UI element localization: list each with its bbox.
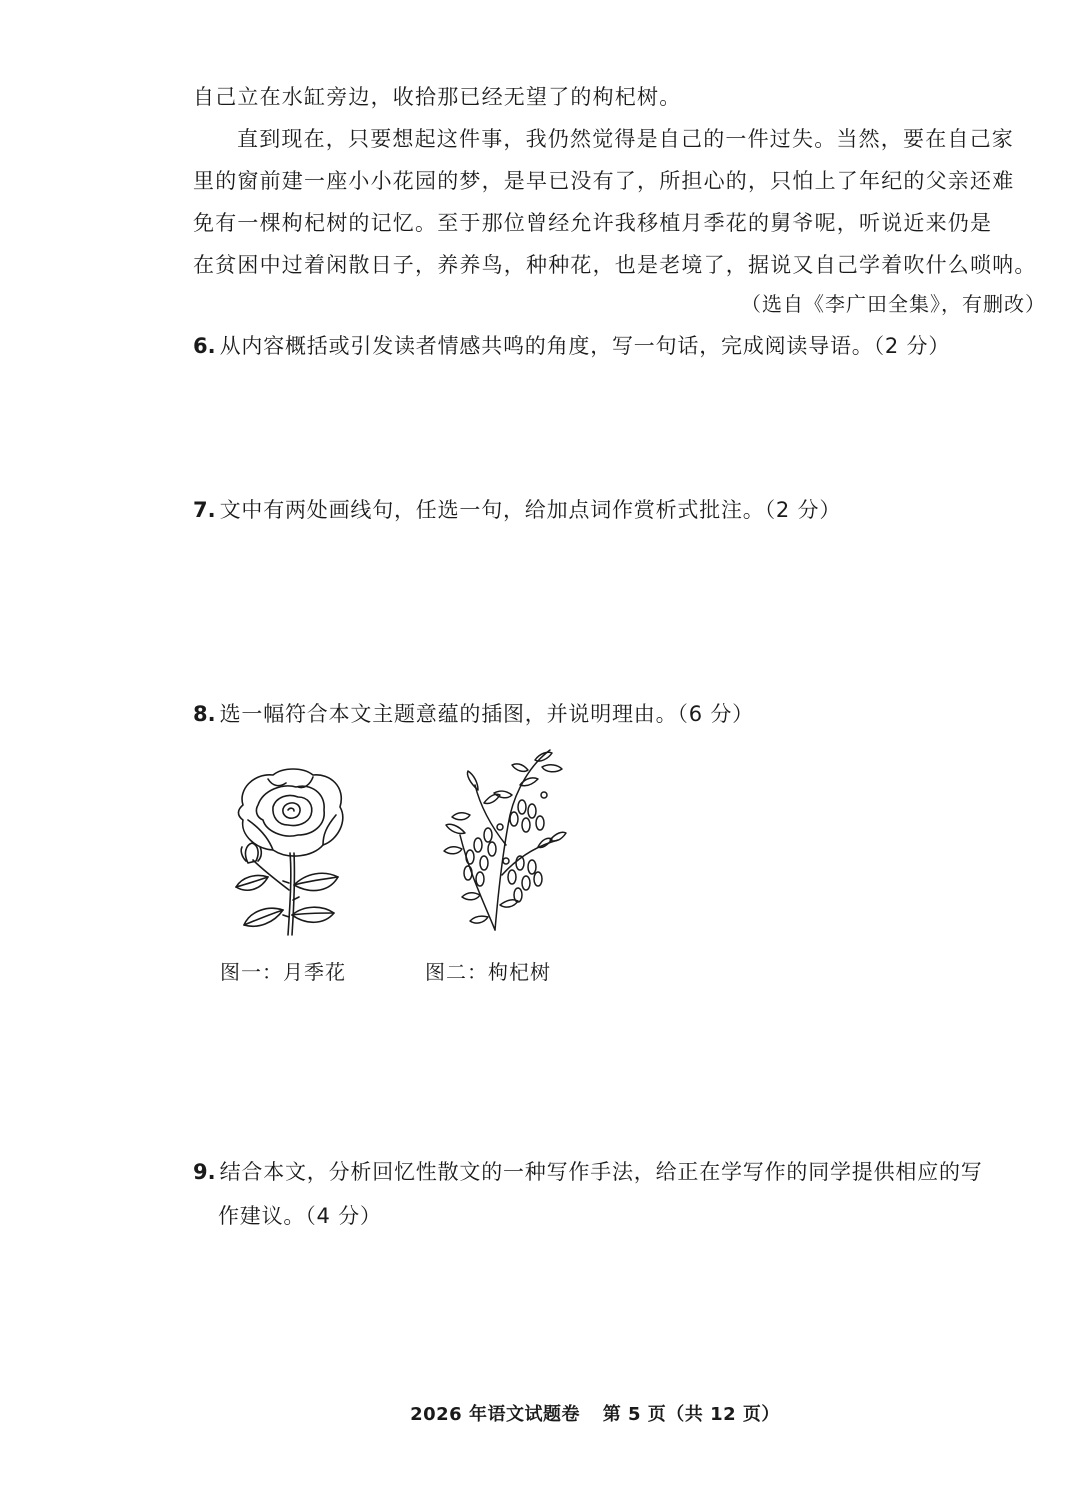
page-number: 第 5 页（共 12 页） xyxy=(602,1404,780,1425)
passage-line: 里的窗前建一座小小花园的梦，是早已没有了，所担心的，只怕上了年纪的父亲还难 xyxy=(193,169,1015,193)
reading-passage xyxy=(193,76,1053,286)
question-number: 8. xyxy=(193,702,216,726)
passage-line: 在贫困中过着闲散日子，养养鸟，种种花，也是老境了，据说又自己学着吹什么唢呐。 xyxy=(193,253,1037,277)
question-number: 7. xyxy=(193,498,216,522)
passage-line: 自己立在水缸旁边，收拾那已经无望了的枸杞树。 xyxy=(193,85,682,109)
figure-caption-2: 图二：枸杞树 xyxy=(425,960,551,984)
passage-source: （选自《李广田全集》，有删改） xyxy=(741,292,1046,316)
exam-title: 2026 年语文试题卷 xyxy=(410,1404,580,1425)
page-footer xyxy=(0,1400,1080,1426)
question-number: 6. xyxy=(193,334,216,358)
question-8 xyxy=(193,692,1053,736)
question-7 xyxy=(193,488,1053,532)
question-9 xyxy=(193,1150,1053,1238)
rose-illustration xyxy=(228,765,358,944)
question-6 xyxy=(193,324,1053,368)
figure-caption-1: 图一：月季花 xyxy=(220,960,346,984)
question-text: 文中有两处画线句，任选一句，给加点词作赏析式批注。（2 分） xyxy=(219,498,842,522)
passage-line: 免有一棵枸杞树的记忆。至于那位曾经允许我移植月季花的舅爷呢，听说近来仍是 xyxy=(193,211,993,235)
question-text-continuation: 作建议。（4 分） xyxy=(218,1204,382,1228)
passage-line: 直到现在，只要想起这件事，我仍然觉得是自己的一件过失。当然，要在自己家 xyxy=(237,127,1014,151)
question-text: 结合本文，分析回忆性散文的一种写作手法，给正在学写作的同学提供相应的写 xyxy=(219,1160,983,1184)
wolfberry-branch-illustration xyxy=(440,745,570,939)
question-text: 选一幅符合本文主题意蕴的插图，并说明理由。（6 分） xyxy=(219,702,754,726)
question-text: 从内容概括或引发读者情感共鸣的角度，写一句话，完成阅读导语。（2 分） xyxy=(219,334,951,358)
question-number: 9. xyxy=(193,1160,216,1184)
